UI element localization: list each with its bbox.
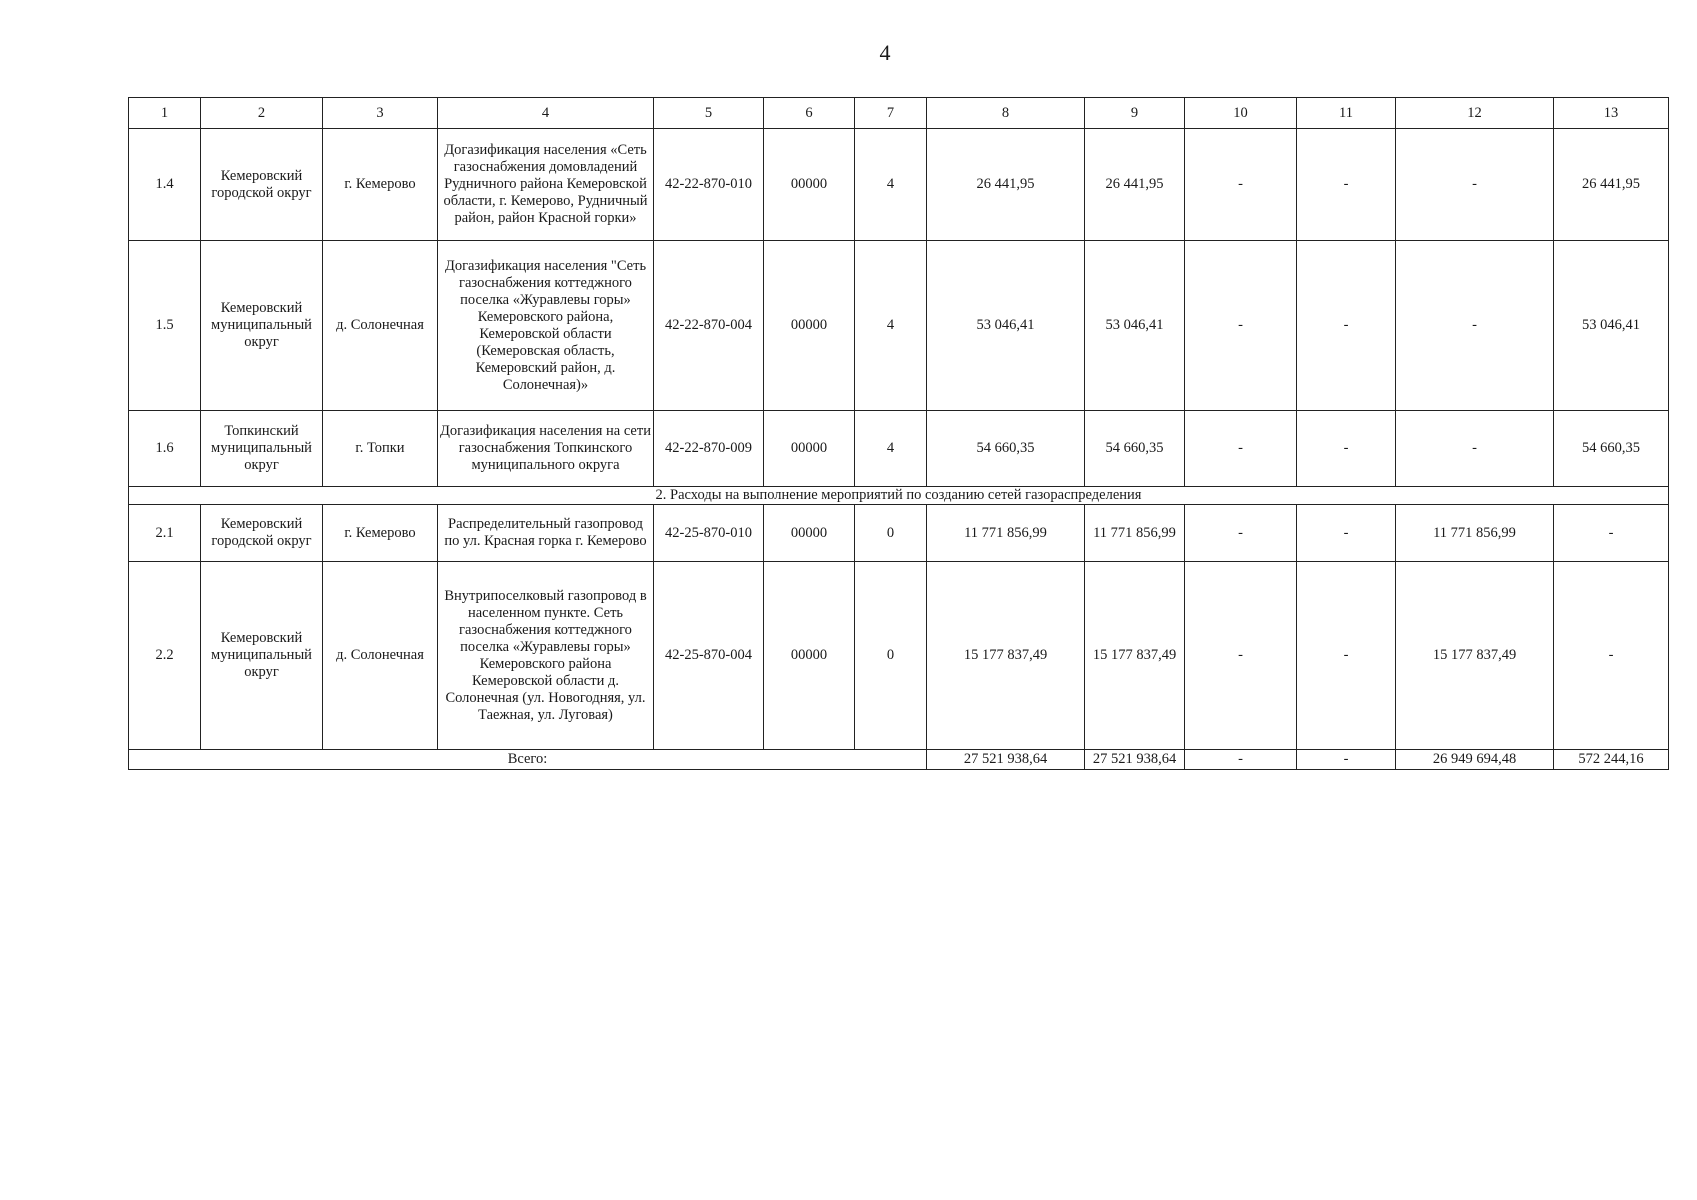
row-number: 2.1: [129, 505, 201, 562]
header-cell: 13: [1554, 98, 1669, 129]
locality-cell: г. Кемерово: [323, 505, 438, 562]
header-cell: 10: [1185, 98, 1297, 129]
description-cell: Внутрипоселковый газопровод в населенном пункте. Сеть газоснабжения коттеджного поселка «Журавлевы горы» Кемеровского района Кемеровской области д. Солонечная (ул. Новогодняя, ул. Таежная, ул. Луговая): [438, 562, 654, 750]
col7-cell: 4: [855, 241, 927, 411]
row-number: 1.5: [129, 241, 201, 411]
col6-cell: 00000: [764, 505, 855, 562]
district-cell: Кемеровский городской округ: [201, 505, 323, 562]
page-number: 4: [879, 40, 891, 65]
header-cell: 11: [1297, 98, 1396, 129]
col6-cell: 00000: [764, 562, 855, 750]
col12-cell: -: [1396, 411, 1554, 487]
col7-cell: 0: [855, 505, 927, 562]
description-cell: Догазификация населения "Сеть газоснабжения коттеджного поселка «Журавлевы горы» Кемеровского района, Кемеровской области (Кемеровская область, Кемеровский район, д. Солонечная)»: [438, 241, 654, 411]
total-row: [129, 750, 1669, 770]
col11-cell: -: [1297, 129, 1396, 241]
total-col9: 27 521 938,64: [1085, 750, 1185, 770]
table-row: [129, 505, 1669, 562]
col6-cell: 00000: [764, 241, 855, 411]
col6-cell: 00000: [764, 411, 855, 487]
code-cell: 42-25-870-010: [654, 505, 764, 562]
code-cell: 42-22-870-004: [654, 241, 764, 411]
total-col11: -: [1297, 750, 1396, 770]
col6-cell: 00000: [764, 129, 855, 241]
col8-cell: 11 771 856,99: [927, 505, 1085, 562]
header-cell: 2: [201, 98, 323, 129]
header-row: [129, 98, 1669, 129]
locality-cell: г. Топки: [323, 411, 438, 487]
table-row: [129, 241, 1669, 411]
col12-cell: 11 771 856,99: [1396, 505, 1554, 562]
header-cell: 5: [654, 98, 764, 129]
section-row: [129, 487, 1669, 505]
code-cell: 42-22-870-010: [654, 129, 764, 241]
col11-cell: -: [1297, 241, 1396, 411]
code-cell: 42-22-870-009: [654, 411, 764, 487]
header-cell: 1: [129, 98, 201, 129]
col10-cell: -: [1185, 411, 1297, 487]
total-col8: 27 521 938,64: [927, 750, 1085, 770]
total-label: Всего:: [129, 750, 927, 770]
table-row: [129, 411, 1669, 487]
col9-cell: 26 441,95: [1085, 129, 1185, 241]
col10-cell: -: [1185, 562, 1297, 750]
total-col13: 572 244,16: [1554, 750, 1669, 770]
header-cell: 4: [438, 98, 654, 129]
description-cell: Распределительный газопровод по ул. Красная горка г. Кемерово: [438, 505, 654, 562]
col12-cell: -: [1396, 129, 1554, 241]
locality-cell: д. Солонечная: [323, 562, 438, 750]
col7-cell: 4: [855, 411, 927, 487]
col10-cell: -: [1185, 505, 1297, 562]
budget-table: [128, 97, 1669, 770]
header-cell: 8: [927, 98, 1085, 129]
district-cell: Топкинский муниципальный округ: [201, 411, 323, 487]
col13-cell: 53 046,41: [1554, 241, 1669, 411]
section-title: 2. Расходы на выполнение мероприятий по созданию сетей газораспределения: [129, 487, 1669, 505]
col9-cell: 53 046,41: [1085, 241, 1185, 411]
description-cell: Догазификация населения на сети газоснабжения Топкинского муниципального округа: [438, 411, 654, 487]
col8-cell: 53 046,41: [927, 241, 1085, 411]
col7-cell: 0: [855, 562, 927, 750]
header-cell: 7: [855, 98, 927, 129]
col8-cell: 15 177 837,49: [927, 562, 1085, 750]
col9-cell: 54 660,35: [1085, 411, 1185, 487]
col13-cell: -: [1554, 562, 1669, 750]
total-col10: -: [1185, 750, 1297, 770]
locality-cell: д. Солонечная: [323, 241, 438, 411]
col13-cell: 26 441,95: [1554, 129, 1669, 241]
row-number: 1.6: [129, 411, 201, 487]
header-cell: 6: [764, 98, 855, 129]
col9-cell: 11 771 856,99: [1085, 505, 1185, 562]
table-row: [129, 129, 1669, 241]
district-cell: Кемеровский городской округ: [201, 129, 323, 241]
col9-cell: 15 177 837,49: [1085, 562, 1185, 750]
col13-cell: -: [1554, 505, 1669, 562]
col7-cell: 4: [855, 129, 927, 241]
district-cell: Кемеровский муниципальный округ: [201, 241, 323, 411]
header-cell: 9: [1085, 98, 1185, 129]
header-cell: 3: [323, 98, 438, 129]
locality-cell: г. Кемерово: [323, 129, 438, 241]
col8-cell: 26 441,95: [927, 129, 1085, 241]
district-cell: Кемеровский муниципальный округ: [201, 562, 323, 750]
col12-cell: 15 177 837,49: [1396, 562, 1554, 750]
col10-cell: -: [1185, 241, 1297, 411]
table-row: [129, 562, 1669, 750]
row-number: 2.2: [129, 562, 201, 750]
header-cell: 12: [1396, 98, 1554, 129]
description-cell: Догазификация населения «Сеть газоснабжения домовладений Рудничного района Кемеровской области, г. Кемерово, Рудничный район, район Красной горки»: [438, 129, 654, 241]
total-col12: 26 949 694,48: [1396, 750, 1554, 770]
col11-cell: -: [1297, 505, 1396, 562]
col11-cell: -: [1297, 562, 1396, 750]
code-cell: 42-25-870-004: [654, 562, 764, 750]
row-number: 1.4: [129, 129, 201, 241]
col10-cell: -: [1185, 129, 1297, 241]
col8-cell: 54 660,35: [927, 411, 1085, 487]
col13-cell: 54 660,35: [1554, 411, 1669, 487]
col12-cell: -: [1396, 241, 1554, 411]
col11-cell: -: [1297, 411, 1396, 487]
